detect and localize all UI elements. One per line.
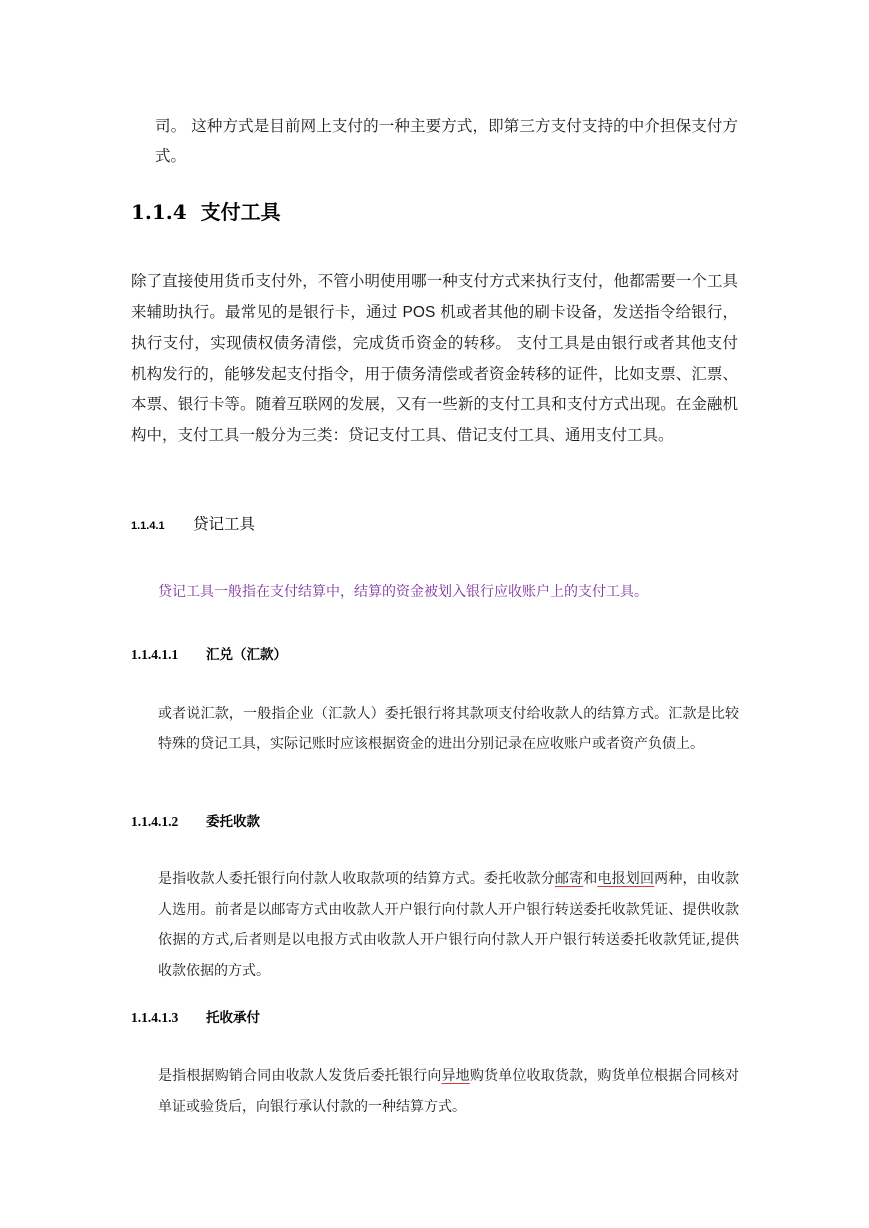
heading-number: 1.1.4.1.1 [131, 647, 179, 662]
remittance-paragraph: 或者说汇款，一般指企业（汇款人）委托银行将其款项支付给收款人的结算方式。汇款是比较特殊的贷记工具，实际记账时应该根据资金的进出分别记录在应收账户或者资产负债上。 [158, 706, 739, 752]
collection-and: 和 [583, 871, 598, 887]
heading-title: 贷记工具 [193, 515, 256, 533]
heading-1-1-4-1-3 [131, 1006, 260, 1026]
wire-return-term: 电报划回 [597, 871, 655, 887]
credit-tools-paragraph: 贷记工具一般指在支付结算中，结算的资金被划入银行应收账户上的支付工具。 [158, 584, 648, 600]
acceptance-text-b: 购货单位收取货款，购货单位根据合同核对单证或验货后，向银行承认付款的一种结算方式。 [158, 1068, 740, 1115]
heading-title: 托收承付 [206, 1010, 260, 1026]
heading-number: 1.1.4.1.2 [131, 814, 179, 829]
payment-tools-paragraph [131, 266, 738, 450]
acceptance-text-a: 是指根据购销合同由收款人发货后委托银行向 [158, 1068, 442, 1084]
collection-text-a: 是指收款人委托银行向付款人收取款项的结算方式。委托收款分 [158, 871, 555, 887]
mail-term: 邮寄 [554, 871, 584, 887]
heading-number: 1.1.4.1.3 [131, 1010, 179, 1025]
remote-term: 异地 [441, 1068, 470, 1084]
pos-term: POS [402, 303, 436, 321]
payment-tools-text-b: 机或者其他的刷卡设备，发送指令给银行，执行支付，实现债权债务清偿，完成货币资金的转移。 支付工具是由银行或者其他支付机构发行的，能够发起支付指令，用于债务清偿或者资金转移的证件，比如支票、汇票、本票、银行卡等。随着互联网的发展，又有一些新的支付工具和支付方式出现。在金融机构中，支付工具一般分为三类：贷记支付工具、借记支付工具、通用支付工具。 [131, 302, 738, 444]
payment-tools-text-a: 除了直接使用货币支付外，不管小明使用哪一种支付方式来执行支付，他都需要一个工具来辅助执行。最常见的是银行卡，通过 [131, 272, 738, 321]
heading-1-1-4 [131, 196, 281, 225]
heading-1-1-4-1-2 [131, 810, 260, 830]
heading-1-1-4-1-1 [131, 643, 287, 663]
collection-acceptance-paragraph [158, 1061, 739, 1122]
heading-number: 1.1.4.1 [131, 520, 165, 532]
intro-paragraph: 司。 这种方式是目前网上支付的一种主要方式，即第三方支付支持的中介担保支付方式。 [155, 117, 738, 165]
heading-title: 汇兑（汇款） [206, 647, 287, 663]
heading-title: 支付工具 [200, 200, 281, 224]
entrusted-collection-paragraph [158, 864, 739, 986]
heading-1-1-4-1 [131, 512, 255, 534]
heading-number: 1.1.4 [131, 200, 187, 224]
heading-title: 委托收款 [206, 814, 260, 830]
collection-text-b: 两种，由收款人选用。前者是以邮寄方式由收款人开户银行向付款人开户银行转送委托收款凭证、提供收款依据的方式,后者则是以电报方式由收款人开户银行向付款人开户银行转送委托收款凭证,提供收款依据的方式。 [158, 871, 740, 979]
